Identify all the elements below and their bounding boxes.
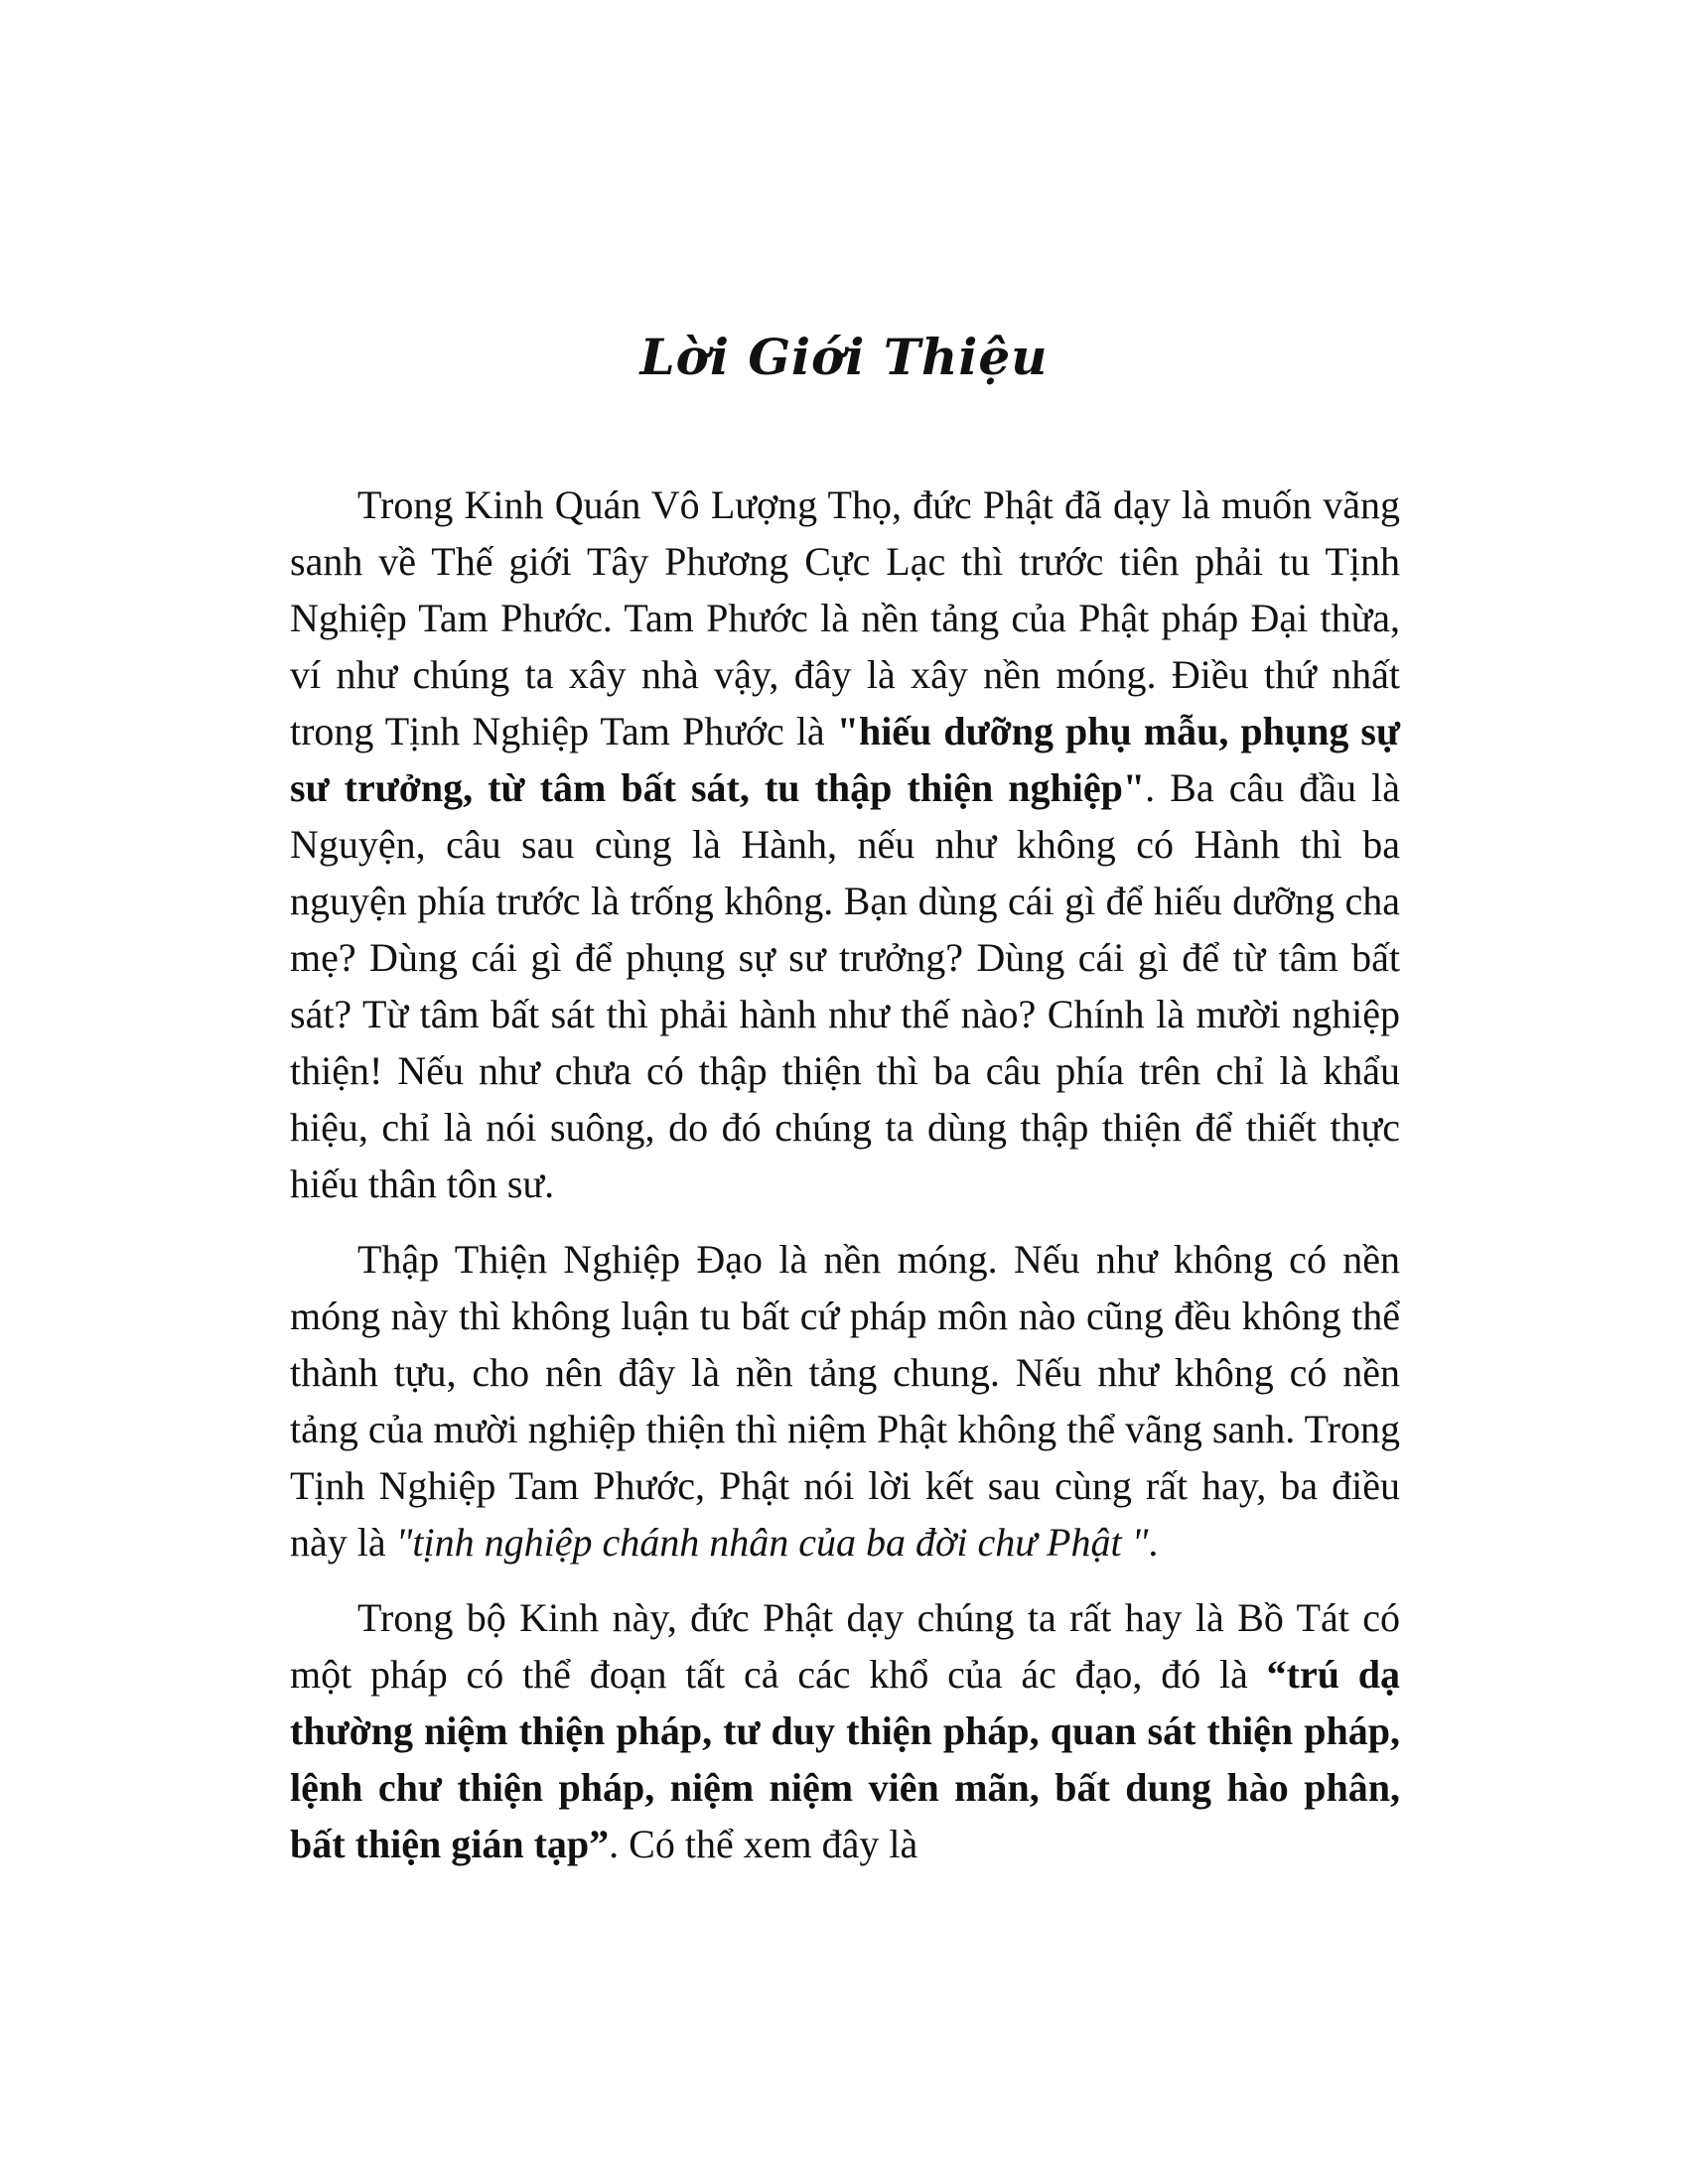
body-text (290, 477, 1400, 1891)
page-title: Lời Giới Thiệu (639, 328, 1049, 386)
paragraph (290, 477, 1400, 1212)
text-segment: Trong bộ Kinh này, đức Phật dạy chúng ta rất hay là Bồ Tát có một pháp có thể đoạn tất cả các khổ của ác đạo, đó là (290, 1595, 1400, 1697)
text-segment: Thập Thiện Nghiệp Đạo là nền móng. Nếu như không có nền móng này thì không luận tu bất cứ pháp môn nào cũng đều không thể thành tựu, cho nên đây là nền tảng chung. Nếu như không có nền tảng của mười nghiệp thiện thì niệm Phật không thể vãng sanh. Trong Tịnh Nghiệp Tam Phước, Phật nói lời kết sau cùng rất hay, ba điều này là (290, 1237, 1400, 1565)
paragraph (290, 1231, 1400, 1570)
text-segment: . Ba câu đầu là Nguyện, câu sau cùng là Hành, nếu như không có Hành thì ba nguyện phía trước là trống không. Bạn dùng cái gì để hiếu dưỡng cha mẹ? Dùng cái gì để phụng sự sư trưởng? Dùng cái gì để từ tâm bất sát? Từ tâm bất sát thì phải hành như thế nào? Chính là mười nghiệp thiện! Nếu như chưa có thập thiện thì ba câu phía trên chỉ là khẩu hiệu, chỉ là nói suông, do đó chúng ta dùng thập thiện để thiết thực hiếu thân tôn sư. (290, 765, 1400, 1206)
text-segment: . (1148, 1520, 1159, 1565)
paragraph (290, 1589, 1400, 1872)
text-segment: . Có thể xem đây là (609, 1822, 918, 1866)
italic-quote: "tịnh nghiệp chánh nhân của ba đời chư Phật " (395, 1520, 1149, 1565)
bold-quote: “trú dạ thường niệm thiện pháp, tư duy thiện pháp, quan sát thiện pháp, lệnh chư thiện pháp, niệm niệm viên mãn, bất dung hào phân, bất thiện gián tạp” (290, 1652, 1400, 1866)
text-segment: Trong Kinh Quán Vô Lượng Thọ, đức Phật đã dạy là muốn vãng sanh về Thế giới Tây Phương Cực Lạc thì trước tiên phải tu Tịnh Nghiệp Tam Phước. Tam Phước là nền tảng của Phật pháp Đại thừa, ví như chúng ta xây nhà vậy, đây là xây nền móng. Điều thứ nhất trong Tịnh Nghiệp Tam Phước là (290, 482, 1400, 753)
bold-quote: "hiếu dưỡng phụ mẫu, phụng sự sư trưởng, từ tâm bất sát, tu thập thiện nghiệp" (290, 709, 1400, 810)
